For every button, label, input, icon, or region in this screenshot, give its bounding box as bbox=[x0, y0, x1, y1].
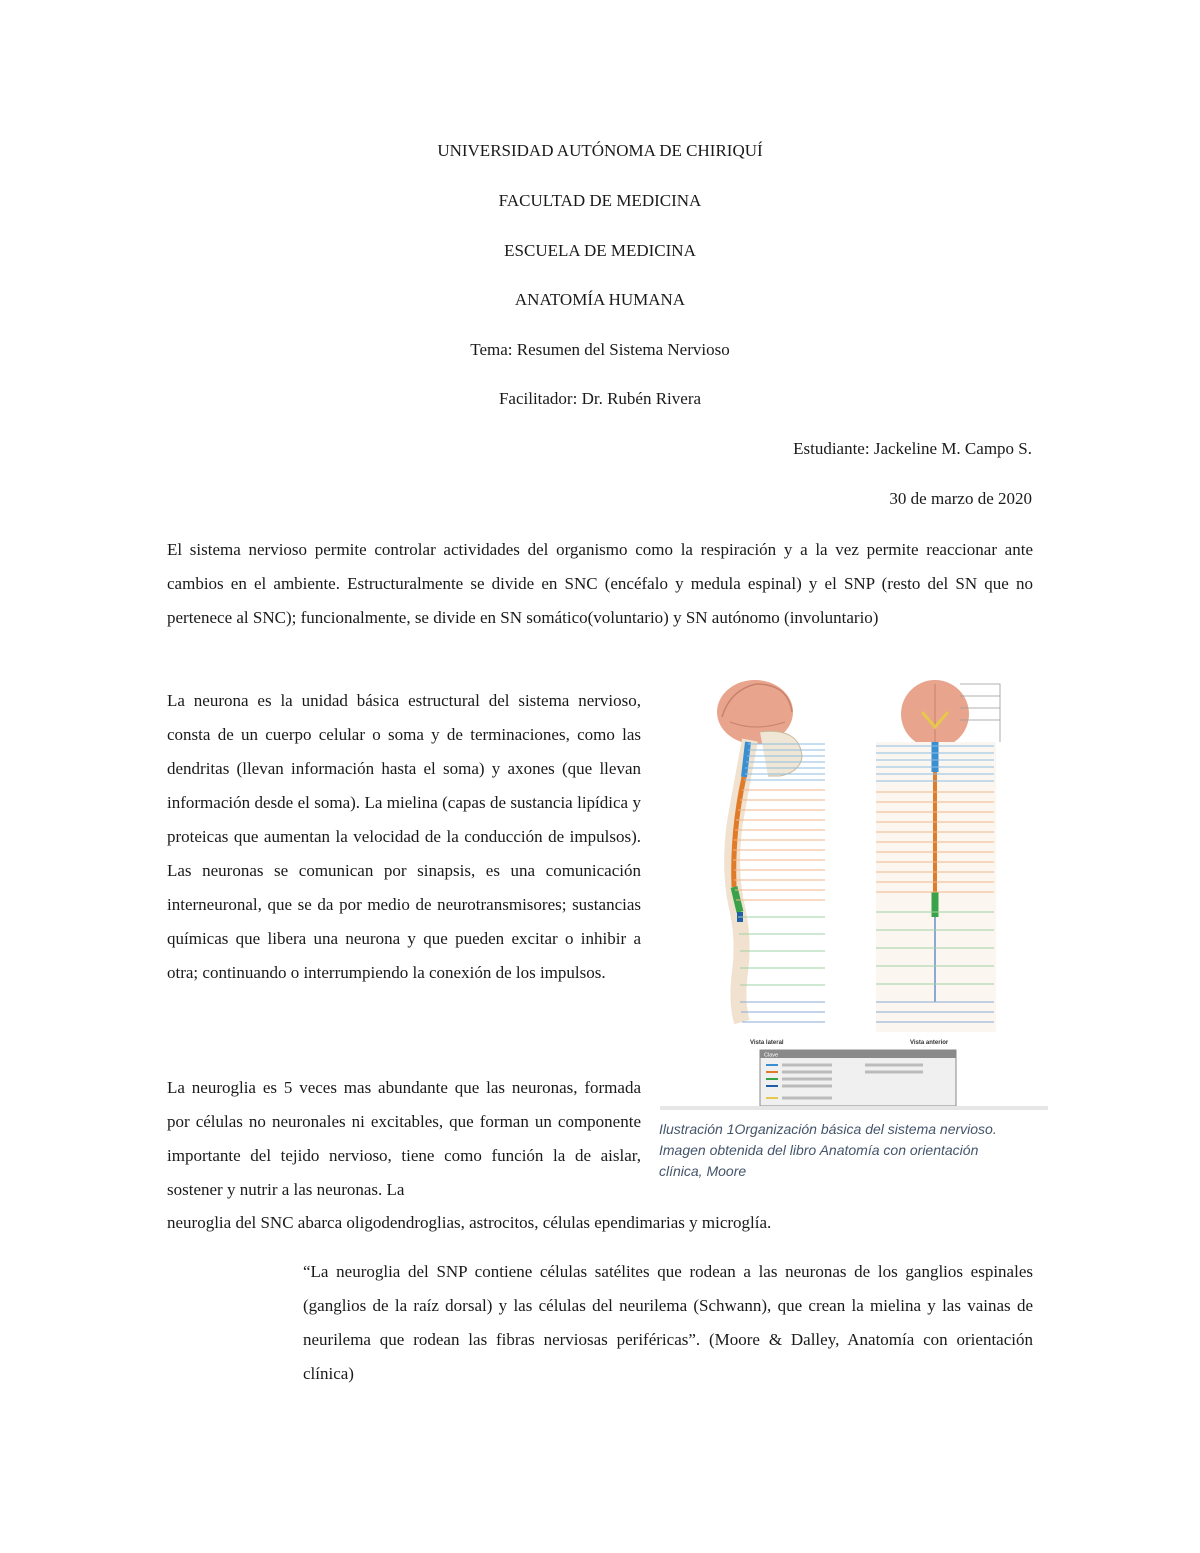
course-title: ANATOMÍA HUMANA bbox=[514, 290, 686, 309]
facilitator-line: Facilitador: Dr. Rubén Rivera bbox=[498, 389, 702, 408]
caption-line-2: Imagen obtenida del libro Anatomía con orientación bbox=[659, 1142, 979, 1158]
intro-paragraph: El sistema nervioso permite controlar actividades del organismo como la respiración y a la vez permite reaccionar ante cambios en el ambiente. Estructuralmente se divide en SNC (encéfalo y medula espinal) y el SNP (resto del SN que no pertenece al SNC); funcionalmente, se divide en SN somático(voluntario) y SN autónomo (involuntario) bbox=[167, 540, 1033, 627]
neuroglia-paragraph: La neuroglia es 5 veces mas abundante que las neuronas, formada por células no neuronales ni excitables, que forman un componente importante del tejido nervioso, tiene como función la de aislar, sostener y nutrir a las neuronas. La bbox=[167, 1078, 641, 1199]
neuroglia-paragraph-continued: neuroglia del SNC abarca oligodendroglias, astrocitos, células ependimarias y microglía. bbox=[167, 1213, 772, 1232]
view-lateral-label: Vista lateral bbox=[750, 1040, 784, 1046]
caption-line-1: Ilustración 1Organización básica del sistema nervioso. bbox=[659, 1121, 997, 1137]
view-anterior-label: Vista anterior bbox=[910, 1040, 949, 1046]
figure-caption bbox=[659, 1119, 1059, 1182]
date-line: 30 de marzo de 2020 bbox=[889, 489, 1032, 508]
caption-line-3: clínica, Moore bbox=[659, 1163, 747, 1179]
nervous-system-figure bbox=[660, 672, 1048, 1110]
block-quote: “La neuroglia del SNP contiene células satélites que rodean a las neuronas de los ganglios espinales (ganglios de la raíz dorsal) y las células del neurilema (Schwann), que crean la mielina y las vainas de neurilema que rodean las fibras nerviosas periféricas”. (Moore & Dalley, Anatomía con orientación clínica) bbox=[303, 1262, 1033, 1383]
school-title: ESCUELA DE MEDICINA bbox=[504, 241, 696, 260]
university-title: UNIVERSIDAD AUTÓNOMA DE CHIRIQUÍ bbox=[437, 141, 763, 160]
nervous-system-illustration bbox=[660, 672, 1048, 1110]
neuron-paragraph: La neurona es la unidad básica estructural del sistema nervioso, consta de un cuerpo celular o soma y de terminaciones, como las dendritas (llevan información hasta el soma) y axones (que llevan información desde el soma). La mielina (capas de sustancia lipídica y proteicas que aumentan la velocidad de la conducción de impulsos). Las neuronas se comunican por sinapsis, es una comunicación interneuronal, que se da por medio de neurotransmisores; sustancias químicas que libera una neurona y que pueden excitar o inhibir a otra; continuando o interrumpiendo la conexión de los impulsos. bbox=[167, 691, 641, 982]
topic-line: Tema: Resumen del Sistema Nervioso bbox=[470, 340, 730, 359]
faculty-title: FACULTAD DE MEDICINA bbox=[498, 191, 702, 210]
legend-title: Clave bbox=[764, 1052, 779, 1059]
student-line: Estudiante: Jackeline M. Campo S. bbox=[793, 439, 1032, 458]
